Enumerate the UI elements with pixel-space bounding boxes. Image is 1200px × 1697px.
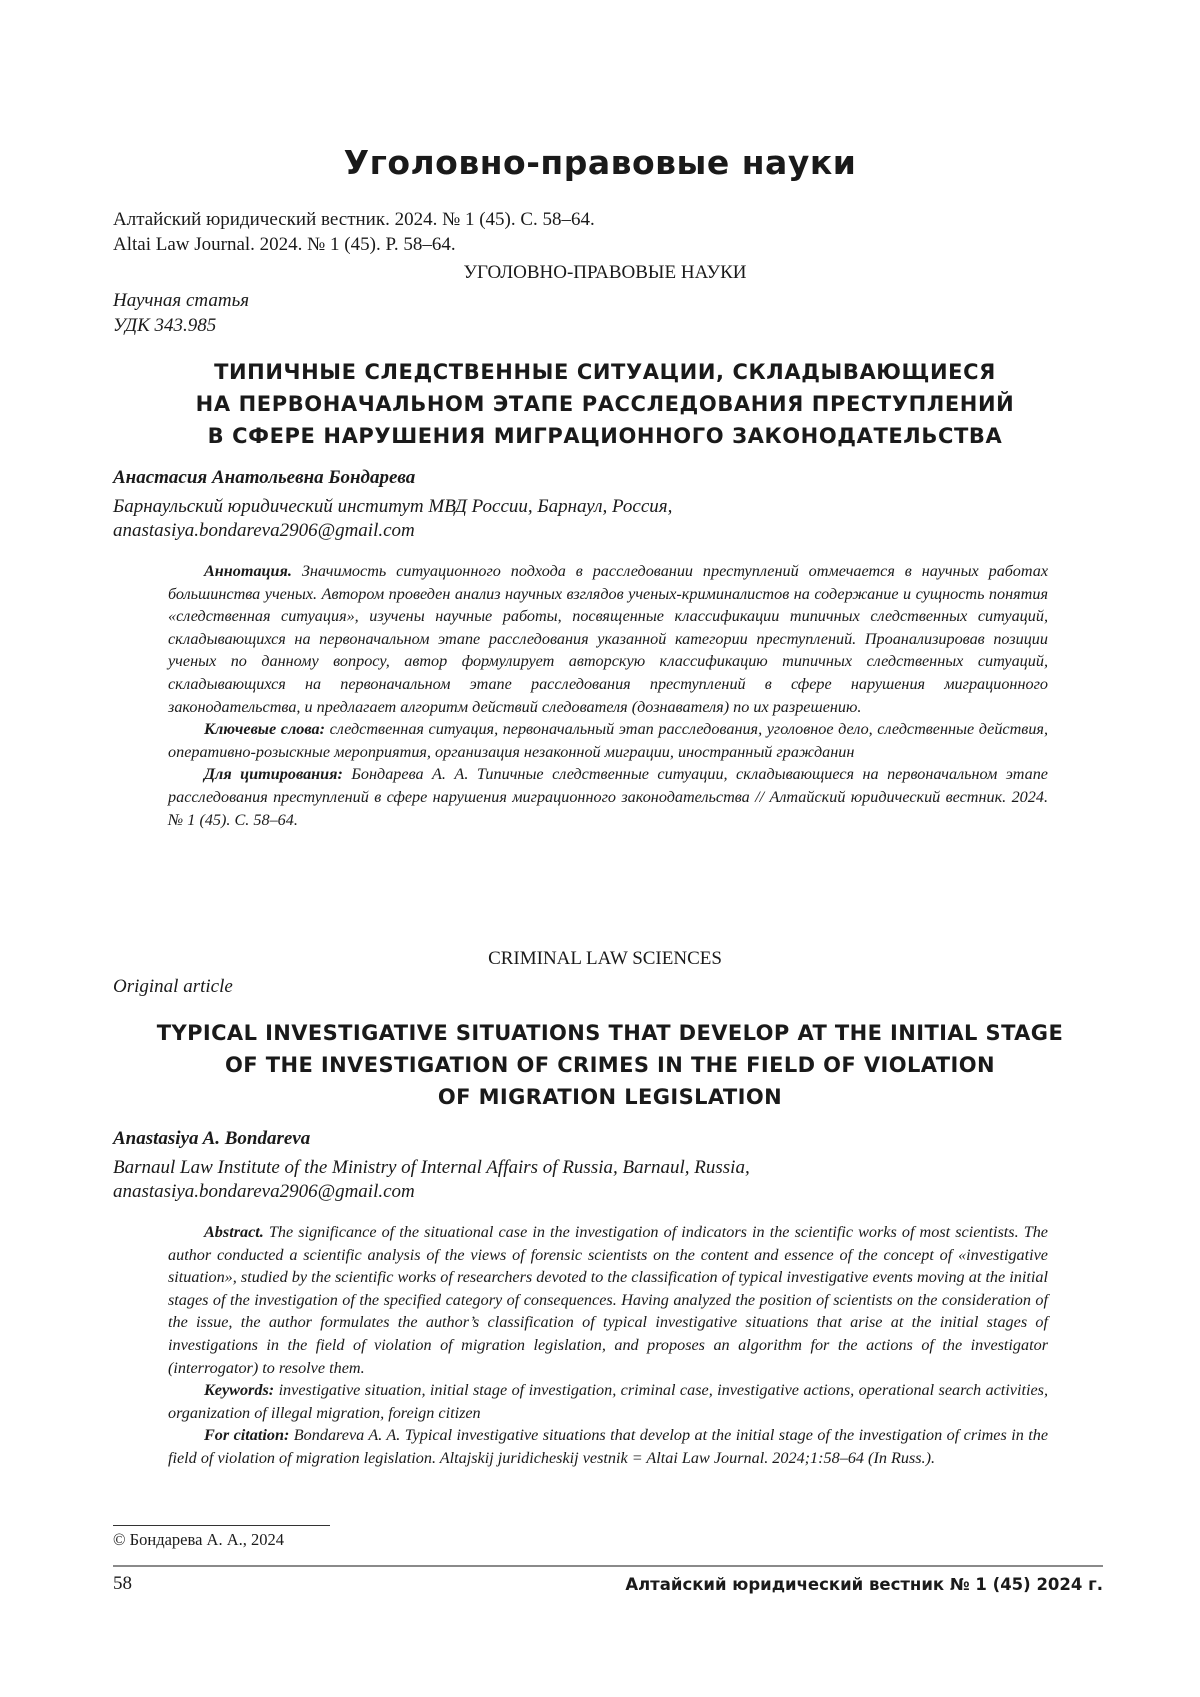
article-title-en bbox=[140, 1017, 1080, 1113]
abstract-ru bbox=[168, 560, 1048, 718]
citation-ru-line: Алтайский юридический вестник. 2024. № 1 (45). С. 58–64. bbox=[113, 209, 595, 230]
copyright-note: © Бондарева А. А., 2024 bbox=[113, 1530, 284, 1549]
keywords-en-text: investigative situation, initial stage of investigation, criminal case, investigative actions, operational search activities, organization of illegal migration, foreign citizen bbox=[168, 1381, 1049, 1422]
affiliation-en-block bbox=[113, 1156, 1093, 1204]
affiliation-ru: Барнаульский юридический институт МВД России, Барнаул, Россия, bbox=[113, 496, 673, 517]
abstract-en-label: Abstract. bbox=[204, 1223, 264, 1241]
title-line: ТИПИЧНЫЕ СЛЕДСТВЕННЫЕ СИТУАЦИИ, СКЛАДЫВАЮЩИЕСЯ bbox=[214, 360, 996, 384]
article-type-en: Original article bbox=[113, 976, 233, 997]
abstract-en-text: The significance of the situational case in the investigation of indicators in the scientific works of most scientists. The author conducted a scientific analysis of the views of forensic scientists on the content and essence of the concept of «investigative situation», studied by the scientific works of researchers devoted to the classification of typical investigative events moving at the initial stages of the investigation of the specified category of consequences. Having analyzed the position of scientists on the consideration of the issue, the author formulates the author’s classification of typical investigative situations that arise at the initial stages of investigations in the field of violation of migration legislation, and proposes an algorithm for the actions of the investigator (interrogator) to resolve them. bbox=[168, 1223, 1048, 1377]
journal-footer-title: Алтайский юридический вестник № 1 (45) 2024 г. bbox=[625, 1575, 1103, 1594]
author-en: Anastasiya A. Bondareva bbox=[113, 1128, 311, 1149]
rubric-ru: УГОЛОВНО-ПРАВОВЫЕ НАУКИ bbox=[463, 262, 747, 283]
abstract-en-block bbox=[168, 1221, 1048, 1470]
title-line: TYPICAL INVESTIGATIVE SITUATIONS THAT DEVELOP AT THE INITIAL STAGE bbox=[156, 1021, 1064, 1045]
citation-en bbox=[168, 1424, 1048, 1469]
affiliation-ru-block bbox=[113, 495, 1093, 543]
citation-en-line: Altai Law Journal. 2024. № 1 (45). P. 58–64. bbox=[113, 234, 456, 255]
citation-en-label: For citation: bbox=[204, 1426, 290, 1445]
citation-ru-text: Бондарева А. А. Типичные следственные ситуации, складывающиеся на первоначальном этапе расследования преступлений в сфере нарушения миграционного законодательства // Алтайский юридический вестник. 2024. № 1 (45). С. 58–64. bbox=[168, 765, 1048, 829]
email-ru[interactable]: anastasiya.bondareva2906@gmail.com bbox=[113, 520, 415, 541]
footer-divider bbox=[113, 1565, 1103, 1567]
keywords-en-label: Keywords: bbox=[204, 1381, 275, 1400]
keywords-ru-label: Ключевые слова: bbox=[204, 720, 325, 739]
abstract-ru-text: Значимость ситуационного подхода в расследовании преступлений отмечается в научных работах большинства ученых. Автором проведен анализ научных взглядов ученых-криминалистов на содержание и сущность понятия «следственная ситуация», изучены научные работы, посвященные классификации типичных следственных ситуаций, складывающихся на первоначальном этапе расследования указанной категории преступлений. Проанализировав позиции ученых по данному вопросу, автор формулирует авторскую классификацию типичных следственных ситуаций, складывающихся на первоначальном этапе расследования преступлений в сфере нарушения миграционного законодательства, и предлагает алгоритм действий следователя (дознавателя) по их разрешению. bbox=[168, 562, 1048, 716]
article-title-ru bbox=[120, 356, 1090, 452]
page-number: 58 bbox=[113, 1573, 132, 1594]
citation-ru bbox=[168, 763, 1048, 831]
citation-ru-label: Для цитирования: bbox=[204, 765, 343, 784]
title-line: В СФЕРЕ НАРУШЕНИЯ МИГРАЦИОННОГО ЗАКОНОДАТЕЛЬСТВА bbox=[207, 424, 1003, 448]
affiliation-en: Barnaul Law Institute of the Ministry of Internal Affairs of Russia, Barnaul, Russia, bbox=[113, 1157, 750, 1178]
udc-code: УДК 343.985 bbox=[113, 315, 217, 336]
rubric-en: CRIMINAL LAW SCIENCES bbox=[488, 948, 722, 969]
footnote-divider bbox=[113, 1525, 330, 1526]
abstract-en bbox=[168, 1221, 1048, 1379]
citation-en-text: Bondareva A. A. Typical investigative situations that develop at the initial stage of the investigation of crimes in the field of violation of migration legislation. Altajskij juridicheskij vestnik = Altai Law Journal. 2024;1:58–64 (In Russ.). bbox=[168, 1426, 1048, 1467]
article-type-ru: Научная статья bbox=[113, 290, 250, 311]
keywords-en bbox=[168, 1379, 1048, 1424]
title-line: OF MIGRATION LEGISLATION bbox=[437, 1085, 783, 1109]
title-line: НА ПЕРВОНАЧАЛЬНОМ ЭТАПЕ РАССЛЕДОВАНИЯ ПРЕСТУПЛЕНИЙ bbox=[195, 392, 1015, 416]
keywords-ru bbox=[168, 718, 1048, 763]
keywords-ru-text: следственная ситуация, первоначальный этап расследования, уголовное дело, следственные действия, оперативно-розыскные мероприятия, организация незаконной миграции, иностранный гражданин bbox=[168, 720, 1048, 761]
abstract-ru-block bbox=[168, 560, 1048, 831]
abstract-ru-label: Аннотация. bbox=[204, 562, 292, 580]
section-header: Уголовно-правовые науки bbox=[343, 143, 857, 182]
title-line: OF THE INVESTIGATION OF CRIMES IN THE FIELD OF VIOLATION bbox=[225, 1053, 995, 1077]
author-ru: Анастасия Анатольевна Бондарева bbox=[113, 467, 416, 488]
email-en[interactable]: anastasiya.bondareva2906@gmail.com bbox=[113, 1181, 415, 1202]
